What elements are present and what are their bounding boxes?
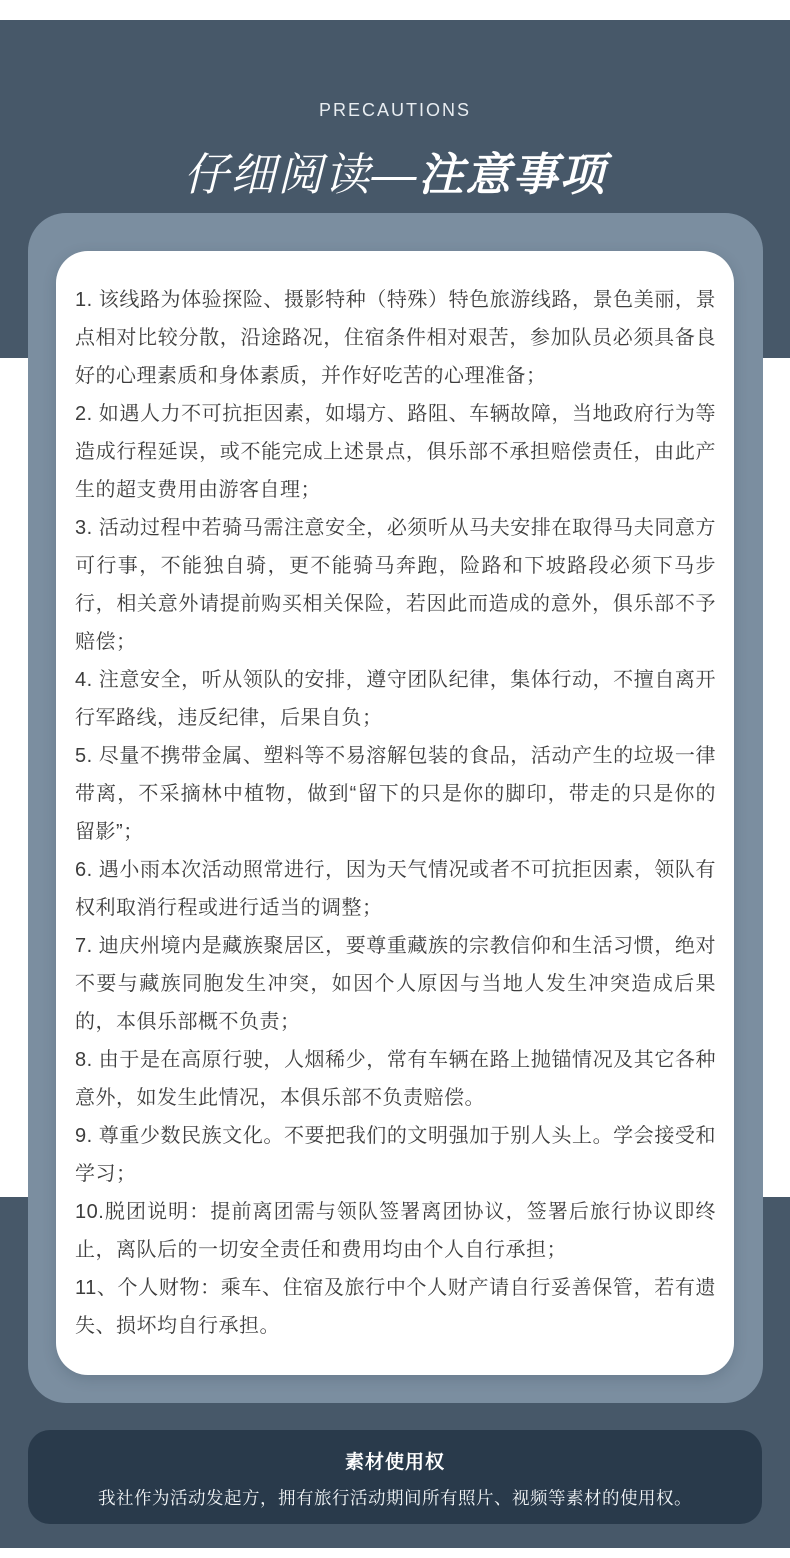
material-rights-text: 我社作为活动发起方，拥有旅行活动期间所有照片、视频等素材的使用权。 xyxy=(98,1488,692,1508)
precaution-item: 11、个人财物：乘车、住宿及旅行中个人财产请自行妥善保管，若有遗失、损坏均自行承担。 xyxy=(75,1277,716,1337)
precaution-item: 1. 该线路为体验探险、摄影特种（特殊）特色旅游线路，景色美丽，景点相对比较分散，沿途路况，住宿条件相对艰苦，参加队员必须具备良好的心理素质和身体素质，并作好吃苦的心理准备； xyxy=(75,289,716,387)
notice-frame xyxy=(28,213,763,1403)
precaution-item: 5. 尽量不携带金属、塑料等不易溶解包装的食品，活动产生的垃圾一律带离，不采摘林中植物，做到“留下的只是你的脚印，带走的只是你的留影”； xyxy=(75,745,716,843)
precautions-list xyxy=(75,281,716,1345)
precaution-item: 9. 尊重少数民族文化。不要把我们的文明强加于别人头上。学会接受和学习； xyxy=(75,1125,716,1185)
precaution-item: 4. 注意安全，听从领队的安排，遵守团队纪律，集体行动，不擅自离开行军路线，违反纪律，后果自负； xyxy=(75,669,716,729)
precaution-item: 6. 遇小雨本次活动照常进行，因为天气情况或者不可抗拒因素，领队有权利取消行程或进行适当的调整； xyxy=(75,859,716,919)
precaution-item: 8. 由于是在高原行驶，人烟稀少，常有车辆在路上抛锚情况及其它各种意外，如发生此情况，本俱乐部不负责赔偿。 xyxy=(75,1049,716,1109)
page-title-bold: 注意事项 xyxy=(418,149,607,200)
page-title-regular: 仔细阅读— xyxy=(183,149,419,200)
precaution-item: 7. 迪庆州境内是藏族聚居区，要尊重藏族的宗教信仰和生活习惯，绝对不要与藏族同胞发生冲突，如因个人原因与当地人发生冲突造成后果的，本俱乐部概不负责； xyxy=(75,935,716,1033)
eyebrow-label: PRECAUTIONS xyxy=(318,100,472,120)
material-rights-title: 素材使用权 xyxy=(344,1452,445,1473)
notice-card xyxy=(56,251,734,1375)
precaution-item: 10.脱团说明：提前离团需与领队签署离团协议，签署后旅行协议即终止，离队后的一切安全责任和费用均由个人自行承担； xyxy=(75,1201,716,1261)
material-rights-box xyxy=(28,1430,762,1524)
precaution-item: 3. 活动过程中若骑马需注意安全，必须听从马夫安排在取得马夫同意方可行事，不能独自骑，更不能骑马奔跑，险路和下坡路段必须下马步行，相关意外请提前购买相关保险，若因此而造成的意外，俱乐部不予赔偿； xyxy=(75,517,716,653)
precaution-item: 2. 如遇人力不可抗拒因素，如塌方、路阻、车辆故障，当地政府行为等造成行程延误，或不能完成上述景点，俱乐部不承担赔偿责任，由此产生的超支费用由游客自理； xyxy=(75,403,716,501)
page-title xyxy=(0,138,790,203)
